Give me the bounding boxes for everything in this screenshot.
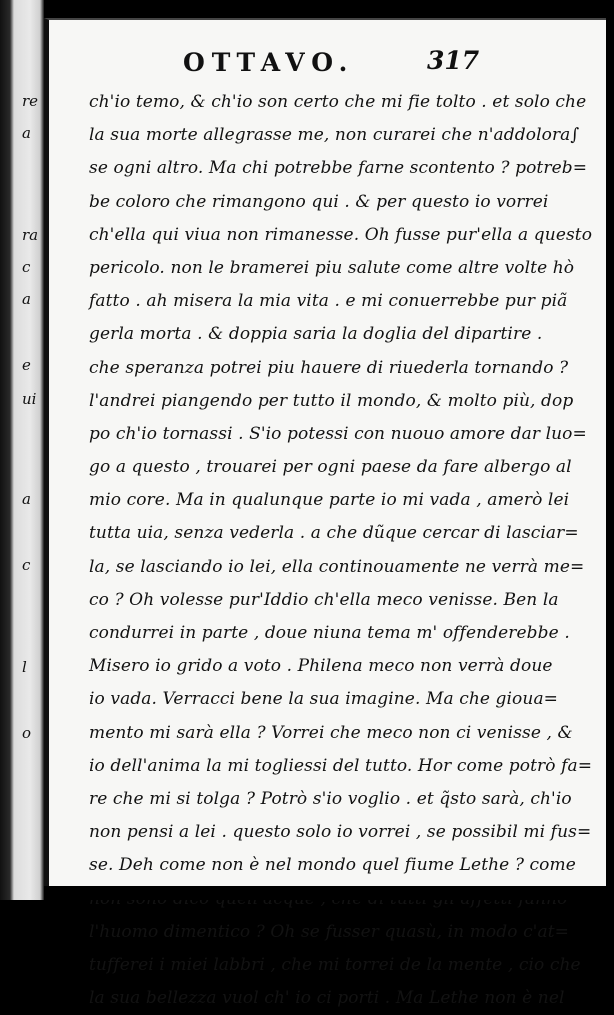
previous-page-text-fragments — [0, 0, 40, 900]
margin-fragment: o — [22, 724, 32, 742]
text-line: io vada. Verracci bene la sua imagine. Ma che gioua= — [89, 689, 559, 710]
text-line: ch'ella qui viua non rimanesse. Oh fusse pur'ella a questo — [89, 224, 593, 245]
text-line: la sua bellezza vuol ch' io ci porti . Ma Lethe non è nel — [89, 988, 565, 1009]
margin-fragment: ui — [22, 390, 37, 408]
text-line: re che mi si tolga ? Potrò s'io voglio . et q̃sto sarà, ch'io — [89, 788, 572, 809]
text-line: io dell'anima la mi togliessi del tutto. Hor come potrò fa= — [89, 755, 593, 776]
text-line: la, se lasciando io lei, ella continouamente ne verrà me= — [89, 556, 585, 577]
text-line: che speranza potrei piu hauere di riuederla tornando ? — [89, 357, 569, 378]
page-number: 317 — [427, 46, 480, 75]
margin-fragment: a — [22, 490, 31, 508]
right-scan-edge — [606, 0, 614, 900]
body-text — [89, 86, 593, 1015]
text-line: l'andrei piangendo per tutto il mondo, & molto più, dop — [89, 390, 574, 411]
bottom-scan-edge — [44, 886, 614, 900]
book-page — [44, 18, 606, 1009]
text-line: po ch'io tornassi . S'io potessi con nuouo amore dar luo= — [89, 423, 587, 444]
page-header — [49, 48, 606, 88]
text-line: co ? Oh volesse pur'Iddio ch'ella meco venisse. Ben la — [89, 589, 559, 610]
text-line: se ogni altro. Ma chi potrebbe farne scontento ? potreb= — [89, 158, 588, 179]
text-line: pericolo. non le bramerei piu salute come altre volte hò — [89, 257, 575, 278]
text-line: condurrei in parte , doue niuna tema m' offenderebbe . — [89, 623, 570, 643]
margin-fragment: c — [22, 556, 31, 574]
text-line: tufferei i miei labbri , che mi torrei de la mente , cio che — [89, 954, 581, 975]
text-line: gerla morta . & doppia saria la doglia del dipartire . — [89, 324, 543, 345]
text-line: ch'io temo, & ch'io son certo che mi fie tolto . et solo che — [89, 92, 587, 112]
margin-fragment: ra — [22, 226, 39, 244]
text-line: la sua morte allegrasse me, non curarei che n'addolora∫ — [89, 125, 580, 146]
margin-fragment: a — [22, 290, 31, 308]
margin-fragment: a — [22, 124, 31, 142]
text-line: non pensi a lei . questo solo io vorrei , se possibil mi fus= — [89, 822, 592, 843]
margin-fragment: e — [22, 356, 31, 374]
margin-fragment: l — [22, 658, 27, 676]
running-head: OTTAVO. — [183, 48, 355, 77]
margin-fragment: c — [22, 258, 31, 276]
text-line: mento mi sarà ella ? Vorrei che meco non ci venisse , & — [89, 722, 573, 743]
text-line: fatto . ah misera la mia vita . e mi conuerrebbe pur piã — [89, 291, 568, 312]
text-line: se. Deh come non è nel mondo quel fiume Lethe ? come — [89, 855, 576, 876]
margin-fragment: re — [22, 92, 39, 110]
text-line: tutta uia, senza vederla . a che dũque cercar di lasciar= — [89, 523, 579, 544]
text-line: l'huomo dimentico ? Oh se fusser quasù, in modo c'at= — [89, 921, 569, 942]
text-line: go a questo , trouarei per ogni paese da fare albergo al — [89, 457, 572, 478]
text-line: Misero io grido a voto . Philena meco non verrà doue — [89, 656, 553, 677]
text-line: be coloro che rimangono qui . & per questo io vorrei — [89, 191, 549, 212]
text-line: mio core. Ma in qualunque parte io mi vada , amerò lei — [89, 490, 570, 511]
